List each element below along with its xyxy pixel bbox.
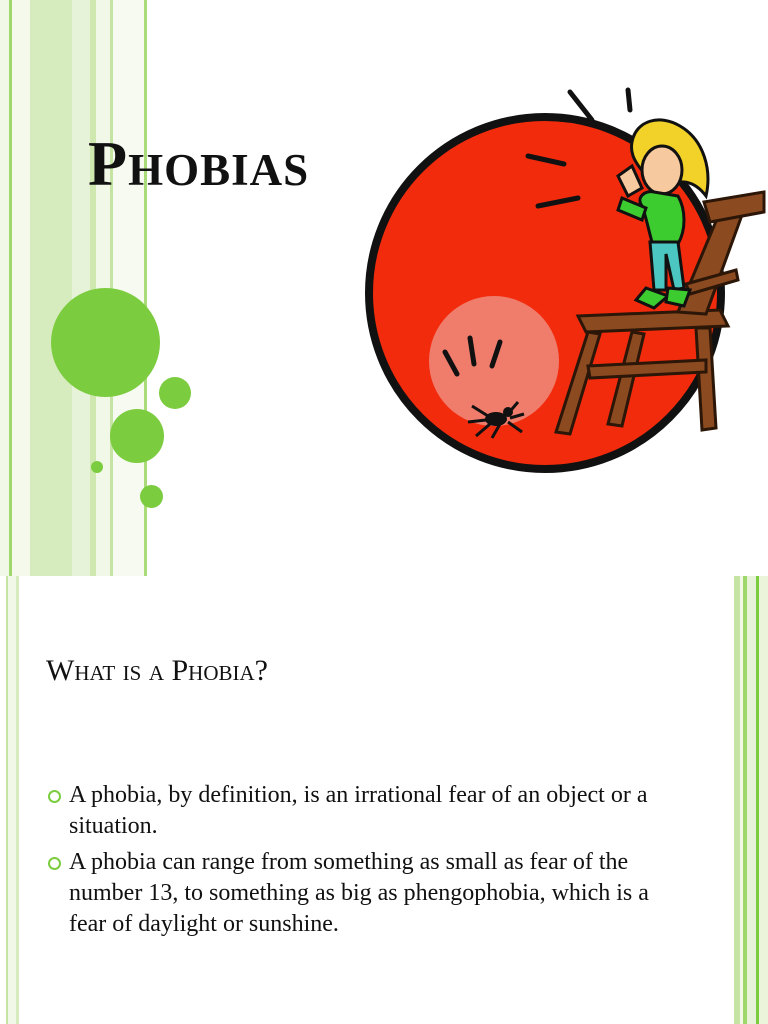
phobia-illustration [360,84,768,476]
ring-bullet-icon [48,790,61,803]
side-stripe [8,576,16,1024]
list-item [46,847,686,940]
decorative-circle [51,288,160,397]
side-stripe [759,576,768,1024]
side-stripe [0,0,9,576]
side-stripe [16,576,19,1024]
list-item [46,780,686,842]
decorative-circle [159,377,191,409]
side-stripe [30,0,72,576]
decorative-circle [140,485,163,508]
side-stripe [12,0,30,576]
decorative-circle [110,409,164,463]
ring-bullet-icon [48,857,61,870]
side-stripe [747,576,756,1024]
slide-title: Phobias [88,128,310,199]
bullet-list [46,780,686,945]
bullet-text: A phobia, by definition, is an irrational fear of an object or a situation. [69,782,648,839]
decorative-circle [91,461,103,473]
slide-title: What is a Phobia? [46,654,268,687]
bullet-text: A phobia can range from something as small as fear of the number 13, to something as big as phengophobia, which is a fear of daylight or sunshine. [69,849,649,937]
side-stripe [113,0,144,576]
side-stripe [72,0,90,576]
